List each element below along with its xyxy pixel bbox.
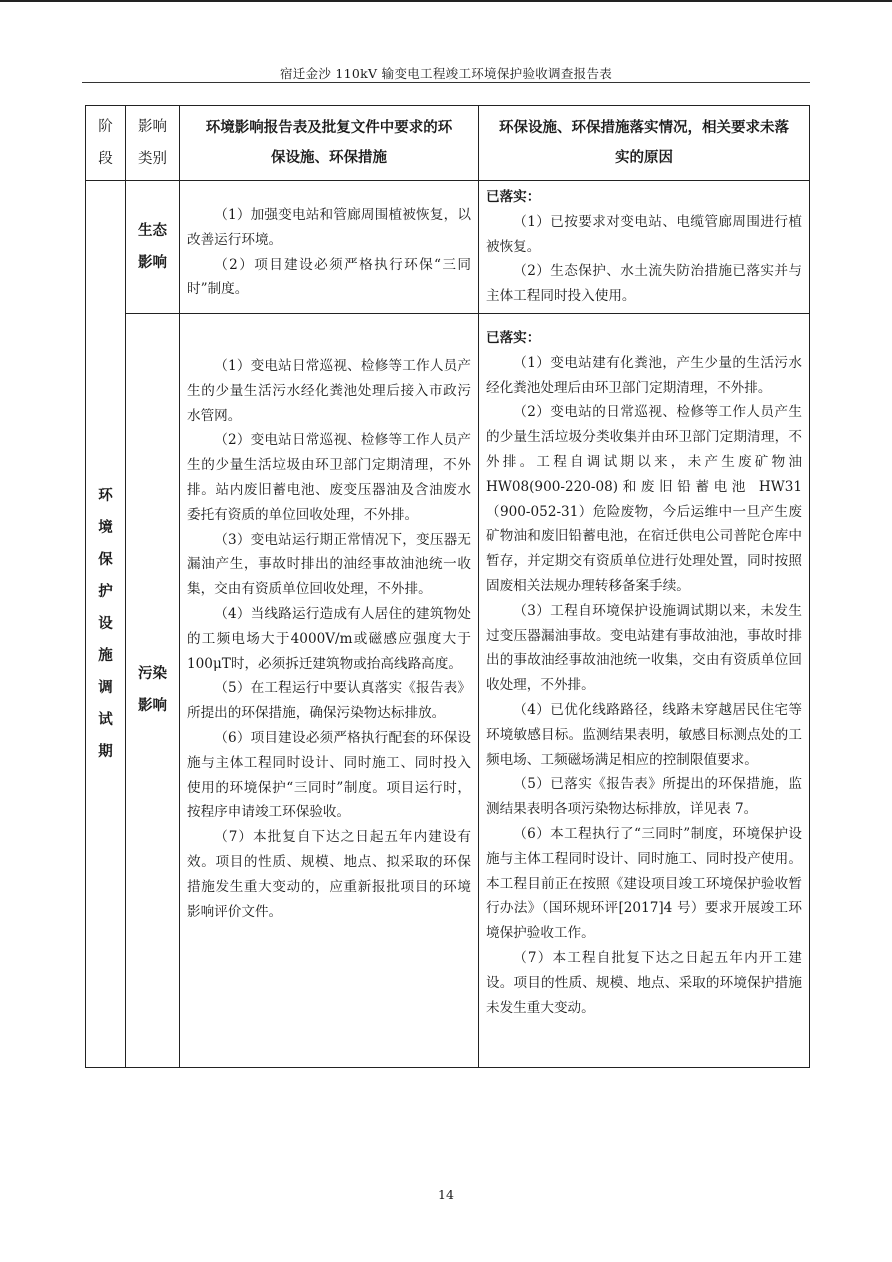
table-row-ecology — [86, 181, 810, 314]
stage-label: 环境保护设施调试期 — [98, 486, 113, 760]
implemented-item: （4）已优化线路路径，线路未穿越居民住宅等环境敏感目标。监测结果表明，敏感目标测点处的工频电场、工频磁场满足相应的控制限值要求。 — [486, 701, 802, 768]
category-label: 生态影响 — [138, 221, 167, 271]
required-item: （6）项目建设必须严格执行配套的环保设施与主体工程同时设计、同时施工、同时投入使用的环境保护“三同时”制度。项目运行时，按程序申请竣工环保验收。 — [187, 729, 471, 821]
required-item: （4）当线路运行造成有人居住的建筑物处的工频电场大于4000V/m或磁感应强度大于100μT时，必须拆迁建筑物或抬高线路高度。 — [187, 605, 471, 672]
col-header-required: 环境影响报告表及批复文件中要求的环保设施、环保措施 — [180, 106, 479, 181]
implemented-cell-ecology — [479, 181, 810, 314]
category-cell-pollution — [126, 313, 180, 1067]
required-item: （2）项目建设必须严格执行环保“三同时”制度。 — [187, 256, 471, 298]
required-cell-pollution — [180, 313, 479, 1067]
required-item: （2）变电站日常巡视、检修等工作人员产生的少量生活垃圾由环卫部门定期清理，不外排。站内废旧蓄电池、废变压器油及含油废水委托有资质的单位回收处理，不外排。 — [187, 432, 471, 523]
measures-table — [85, 105, 810, 1068]
implemented-item: （2）生态保护、水土流失防治措施已落实并与主体工程同时投入使用。 — [486, 263, 802, 305]
report-header-title: 宿迁金沙 110kV 输变电工程竣工环境保护验收调查报告表 — [279, 66, 613, 81]
implemented-item: （2）变电站的日常巡视、检修等工作人员产生的少量生活垃圾分类收集并由环卫部门定期清理，不外排。工程自调试期以来，未产生废矿物油 HW08(900-220-08)和废旧铅蓄电池 HW31（900-052-31）危险废物，今后运维中一旦产生废矿物油和废旧铅蓄电池，在宿迁供电公司普陀仓库中暂存，并定期交有资质单位进行处理处置，同时按照固废相关法规办理转移备案手续。 — [486, 404, 802, 594]
implemented-item: （7）本工程自批复下达之日起五年内开工建设。项目的性质、规模、地点、采取的环境保护措施未发生重大变动。 — [486, 949, 802, 1016]
stage-cell — [86, 181, 126, 1068]
implemented-item: （1）已按要求对变电站、电缆管廊周围进行植被恢复。 — [486, 213, 802, 255]
required-item: （1）变电站日常巡视、检修等工作人员产生的少量生活污水经化粪池处理后接入市政污水管网。 — [187, 357, 471, 424]
implemented-cell-pollution — [479, 313, 810, 1067]
required-item: （3）变电站运行期正常情况下，变压器无漏油产生，事故时排出的油经事故油池统一收集，交由有资质单位回收处理，不外排。 — [187, 531, 471, 598]
category-cell-ecology — [126, 181, 180, 314]
page-number: 14 — [438, 1187, 454, 1202]
implemented-item: （6）本工程执行了“三同时”制度，环境保护设施与主体工程同时设计、同时施工、同时投产使用。本工程目前正在按照《建设项目竣工环境保护验收暂行办法》（国环规环评[2017]4 号）要求开展竣工环境保护验收工作。 — [486, 825, 802, 942]
implemented-item: （3）工程自环境保护设施调试期以来，未发生过变压器漏油事故。变电站建有事故油池，事故时排出的事故油经事故油池统一收集，交由有资质单位回收处理，不外排。 — [486, 602, 802, 694]
status-label: 已落实： — [486, 189, 541, 205]
col-header-stage: 阶段 — [86, 106, 126, 181]
category-label: 污染影响 — [138, 665, 167, 715]
implemented-item: （5）已落实《报告表》所提出的环保措施，监测结果表明各项污染物达标排放，详见表 7。 — [486, 776, 802, 818]
col-header-implemented: 环保设施、环保措施落实情况，相关要求未落实的原因 — [479, 106, 810, 181]
required-item: （5）在工程运行中要认真落实《报告表》所提出的环保措施，确保污染物达标排放。 — [187, 680, 471, 722]
implemented-item: （1）变电站建有化粪池，产生少量的生活污水经化粪池处理后由环卫部门定期清理，不外排。 — [486, 354, 802, 396]
required-item: （1）加强变电站和管廊周围植被恢复，以改善运行环境。 — [187, 207, 471, 248]
table-row-pollution — [86, 313, 810, 1067]
status-label: 已落实： — [486, 329, 541, 346]
col-header-category: 影响类别 — [126, 106, 180, 181]
table-header-row — [86, 106, 810, 181]
page-top-border — [0, 0, 892, 2]
header-divider — [82, 82, 810, 83]
required-item: （7）本批复自下达之日起五年内建设有效。项目的性质、规模、地点、拟采取的环保措施发生重大变动的，应重新报批项目的环境影响评价文件。 — [187, 829, 471, 920]
required-cell-ecology — [180, 181, 479, 314]
